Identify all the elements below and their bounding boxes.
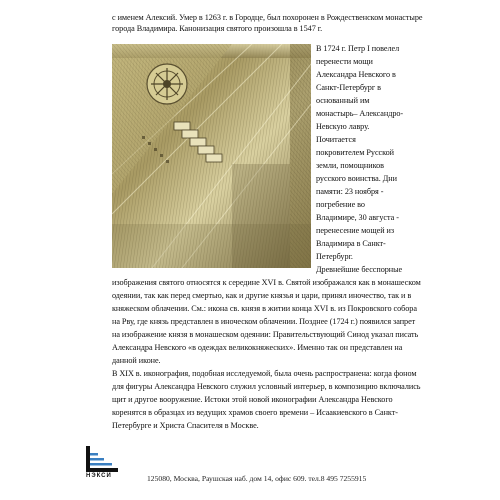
logo-text: НЭКСИ [86,473,112,479]
body-text-line: одеянии, так как перед смертью, как и другие князья и цари, принял иночество, так и в [112,291,412,300]
body-text-line: земли, помощников [316,161,384,170]
body-text-line: Санкт-Петербург в [316,83,381,92]
body-text-line: памяти: 23 ноября - [316,187,384,196]
body-text-line: коренятся в образцах из ведущих храмов своего времени – Исаакиевского в Санкт- [112,408,398,417]
footer-address: 125080, Москва, Раушская наб. дом 14, офис 609. тел.8 495 7255915 [147,474,367,483]
body-text-line: В 1724 г. Петр I повелел [316,44,400,53]
body-text-line: Владимира в Санкт- [316,239,386,248]
body-text-line: основанный им [316,96,370,105]
nexi-stairs-logo-icon [86,446,118,472]
body-text-line: щит и другое вооружение. Истоки этой новой иконографии Александра Невского [112,395,393,404]
body-text-line: В XIX в. иконография, подобная исследуемой, была очень распространена: когда фоном [112,369,417,378]
body-text-line: с именем Алексий. Умер в 1263 г. в Городце, был похоронен в Рождественском монастыре [112,13,423,22]
body-text-line: Невскую лавру. [316,122,370,131]
body-text-line: перенесение мощей из [316,226,395,235]
body-text-line: Древнейшие бесспорные [316,265,403,274]
body-text-line: города Владимира. Канонизация святого произошла в 1547 г. [112,24,323,33]
body-text-line: Александра Невского в [316,70,396,79]
body-text-line: Петербурге и Христа Спасителя в Москве. [112,421,259,430]
body-text-line: покровителем Русской [316,148,395,157]
body-text-line: русского воинства. Дни [316,174,397,183]
body-text-line: изображения святого относятся к середине XVI в. Святой изображался как в монашеском [112,278,421,287]
body-text-line: данной иконе. [112,356,161,365]
body-text-line: для фигуры Александра Невского служил условный интерьер, в композицию включались [112,382,421,391]
body-text-line: Петербург. [316,252,353,261]
body-text-line: на Рву, где князь представлен в иноческом облачении. Позднее (1724 г.) появился запрет [112,317,416,326]
icon-oklad-photo [112,44,311,268]
body-text-line: Владимире, 30 августа - [316,213,399,222]
body-text-line: на изображение князя в монашеском одеянии: Правительствующий Синод указал писать [112,330,419,339]
body-text-line: перенести мощи [316,57,373,66]
body-text-line: погребение во [316,200,365,209]
body-text-line: княжеском облачении. См.: икона св. князя в житии конца XVI в. из Покровского собора [112,304,417,313]
body-text-line: Александра Невского «в одеждах великокняжеских». Именно так он представлен на [112,343,403,352]
body-text-line: монастырь– Александро- [316,109,404,118]
body-text-line: Почитается [316,135,356,144]
